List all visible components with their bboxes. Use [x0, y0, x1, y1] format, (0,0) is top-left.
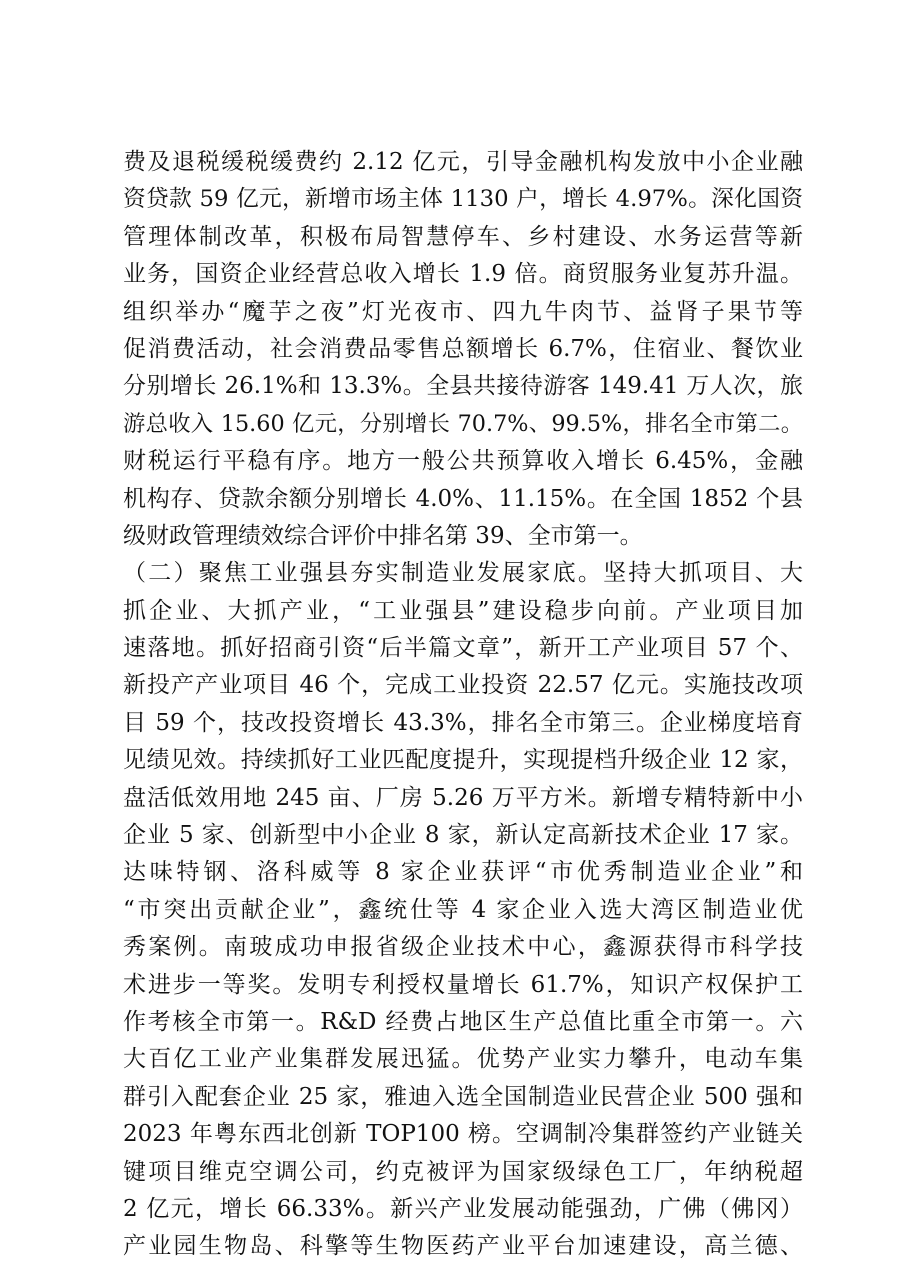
text-line: 作考核全市第一。R&D 经费占地区生产总值比重全市第一。六: [123, 1008, 803, 1035]
text-line: 键项目维克空调公司，约克被评为国家级绿色工厂，年纳税超: [123, 1158, 803, 1185]
text-line: 游总收入 15.60 亿元，分别增长 70.7%、99.5%，排名全市第二。: [123, 410, 803, 437]
text-line: 促消费活动，社会消费品零售总额增长 6.7%，住宿业、餐饮业: [123, 335, 803, 362]
text-line: 新投产产业项目 46 个，完成工业投资 22.57 亿元。实施技改项: [123, 672, 803, 699]
text-line: 费及退税缓税缓费约 2.12 亿元，引导金融机构发放中小企业融: [123, 149, 803, 175]
text-line: 速落地。抓好招商引资“后半篇文章”，新开工产业项目 57 个、: [123, 635, 803, 662]
text-line: 大百亿工业产业集群发展迅猛。优势产业实力攀升，电动车集: [123, 1046, 803, 1073]
text-line: 企业 5 家、创新型中小企业 8 家，新认定高新技术企业 17 家。: [123, 822, 803, 849]
section-heading-line: （二）聚焦工业强县夯实制造业发展家底。坚持大抓项目、大: [123, 560, 803, 587]
text-line: 盘活低效用地 245 亩、厂房 5.26 万平方米。新增专精特新中小: [123, 784, 803, 811]
text-line: 秀案例。南玻成功申报省级企业技术中心，鑫源获得市科学技: [123, 934, 803, 961]
text-line: 术进步一等奖。发明专利授权量增长 61.7%，知识产权保护工: [123, 971, 803, 998]
text-line: 群引入配套企业 25 家，雅迪入选全国制造业民营企业 500 强和: [123, 1083, 803, 1110]
text-line: 业务，国资企业经营总收入增长 1.9 倍。商贸服务业复苏升温。: [123, 261, 803, 288]
text-line: 目 59 个，技改投资增长 43.3%，排名全市第三。企业梯度培育: [123, 709, 803, 736]
text-line: 资贷款 59 亿元，新增市场主体 1130 户，增长 4.97%。深化国资: [123, 186, 803, 213]
text-line: 抓企业、大抓产业，“工业强县”建设稳步向前。产业项目加: [123, 597, 803, 624]
text-line: 组织举办“魔芋之夜”灯光夜市、四九牛肉节、益肾子果节等: [123, 298, 803, 325]
text-line: 分别增长 26.1%和 13.3%。全县共接待游客 149.41 万人次，旅: [123, 373, 803, 400]
text-line: 机构存、贷款余额分别增长 4.0%、11.15%。在全国 1852 个县: [123, 485, 803, 512]
text-line: 见绩见效。持续抓好工业匹配度提升，实现提档升级企业 12 家，: [123, 747, 803, 774]
text-line: 2 亿元，增长 66.33%。新兴产业发展动能强劲，广佛（佛冈）: [123, 1195, 803, 1222]
text-line: “市突出贡献企业”，鑫统仕等 4 家企业入选大湾区制造业优: [123, 896, 803, 923]
text-line: 2023 年粤东西北创新 TOP100 榜。空调制冷集群签约产业链关: [123, 1121, 803, 1148]
paragraph-last-line: 级财政管理绩效综合评价中排名第 39、全市第一。: [123, 522, 643, 549]
text-line: 管理体制改革，积极布局智慧停车、乡村建设、水务运营等新: [123, 223, 803, 250]
text-line: 达味特钢、洛科威等 8 家企业获评“市优秀制造业企业”和: [123, 859, 803, 886]
body-text: [123, 144, 803, 1266]
text-line: 财税运行平稳有序。地方一般公共预算收入增长 6.45%，金融: [123, 448, 803, 475]
text-line: 产业园生物岛、科擎等生物医药产业平台加速建设，高兰德、: [123, 1233, 803, 1260]
